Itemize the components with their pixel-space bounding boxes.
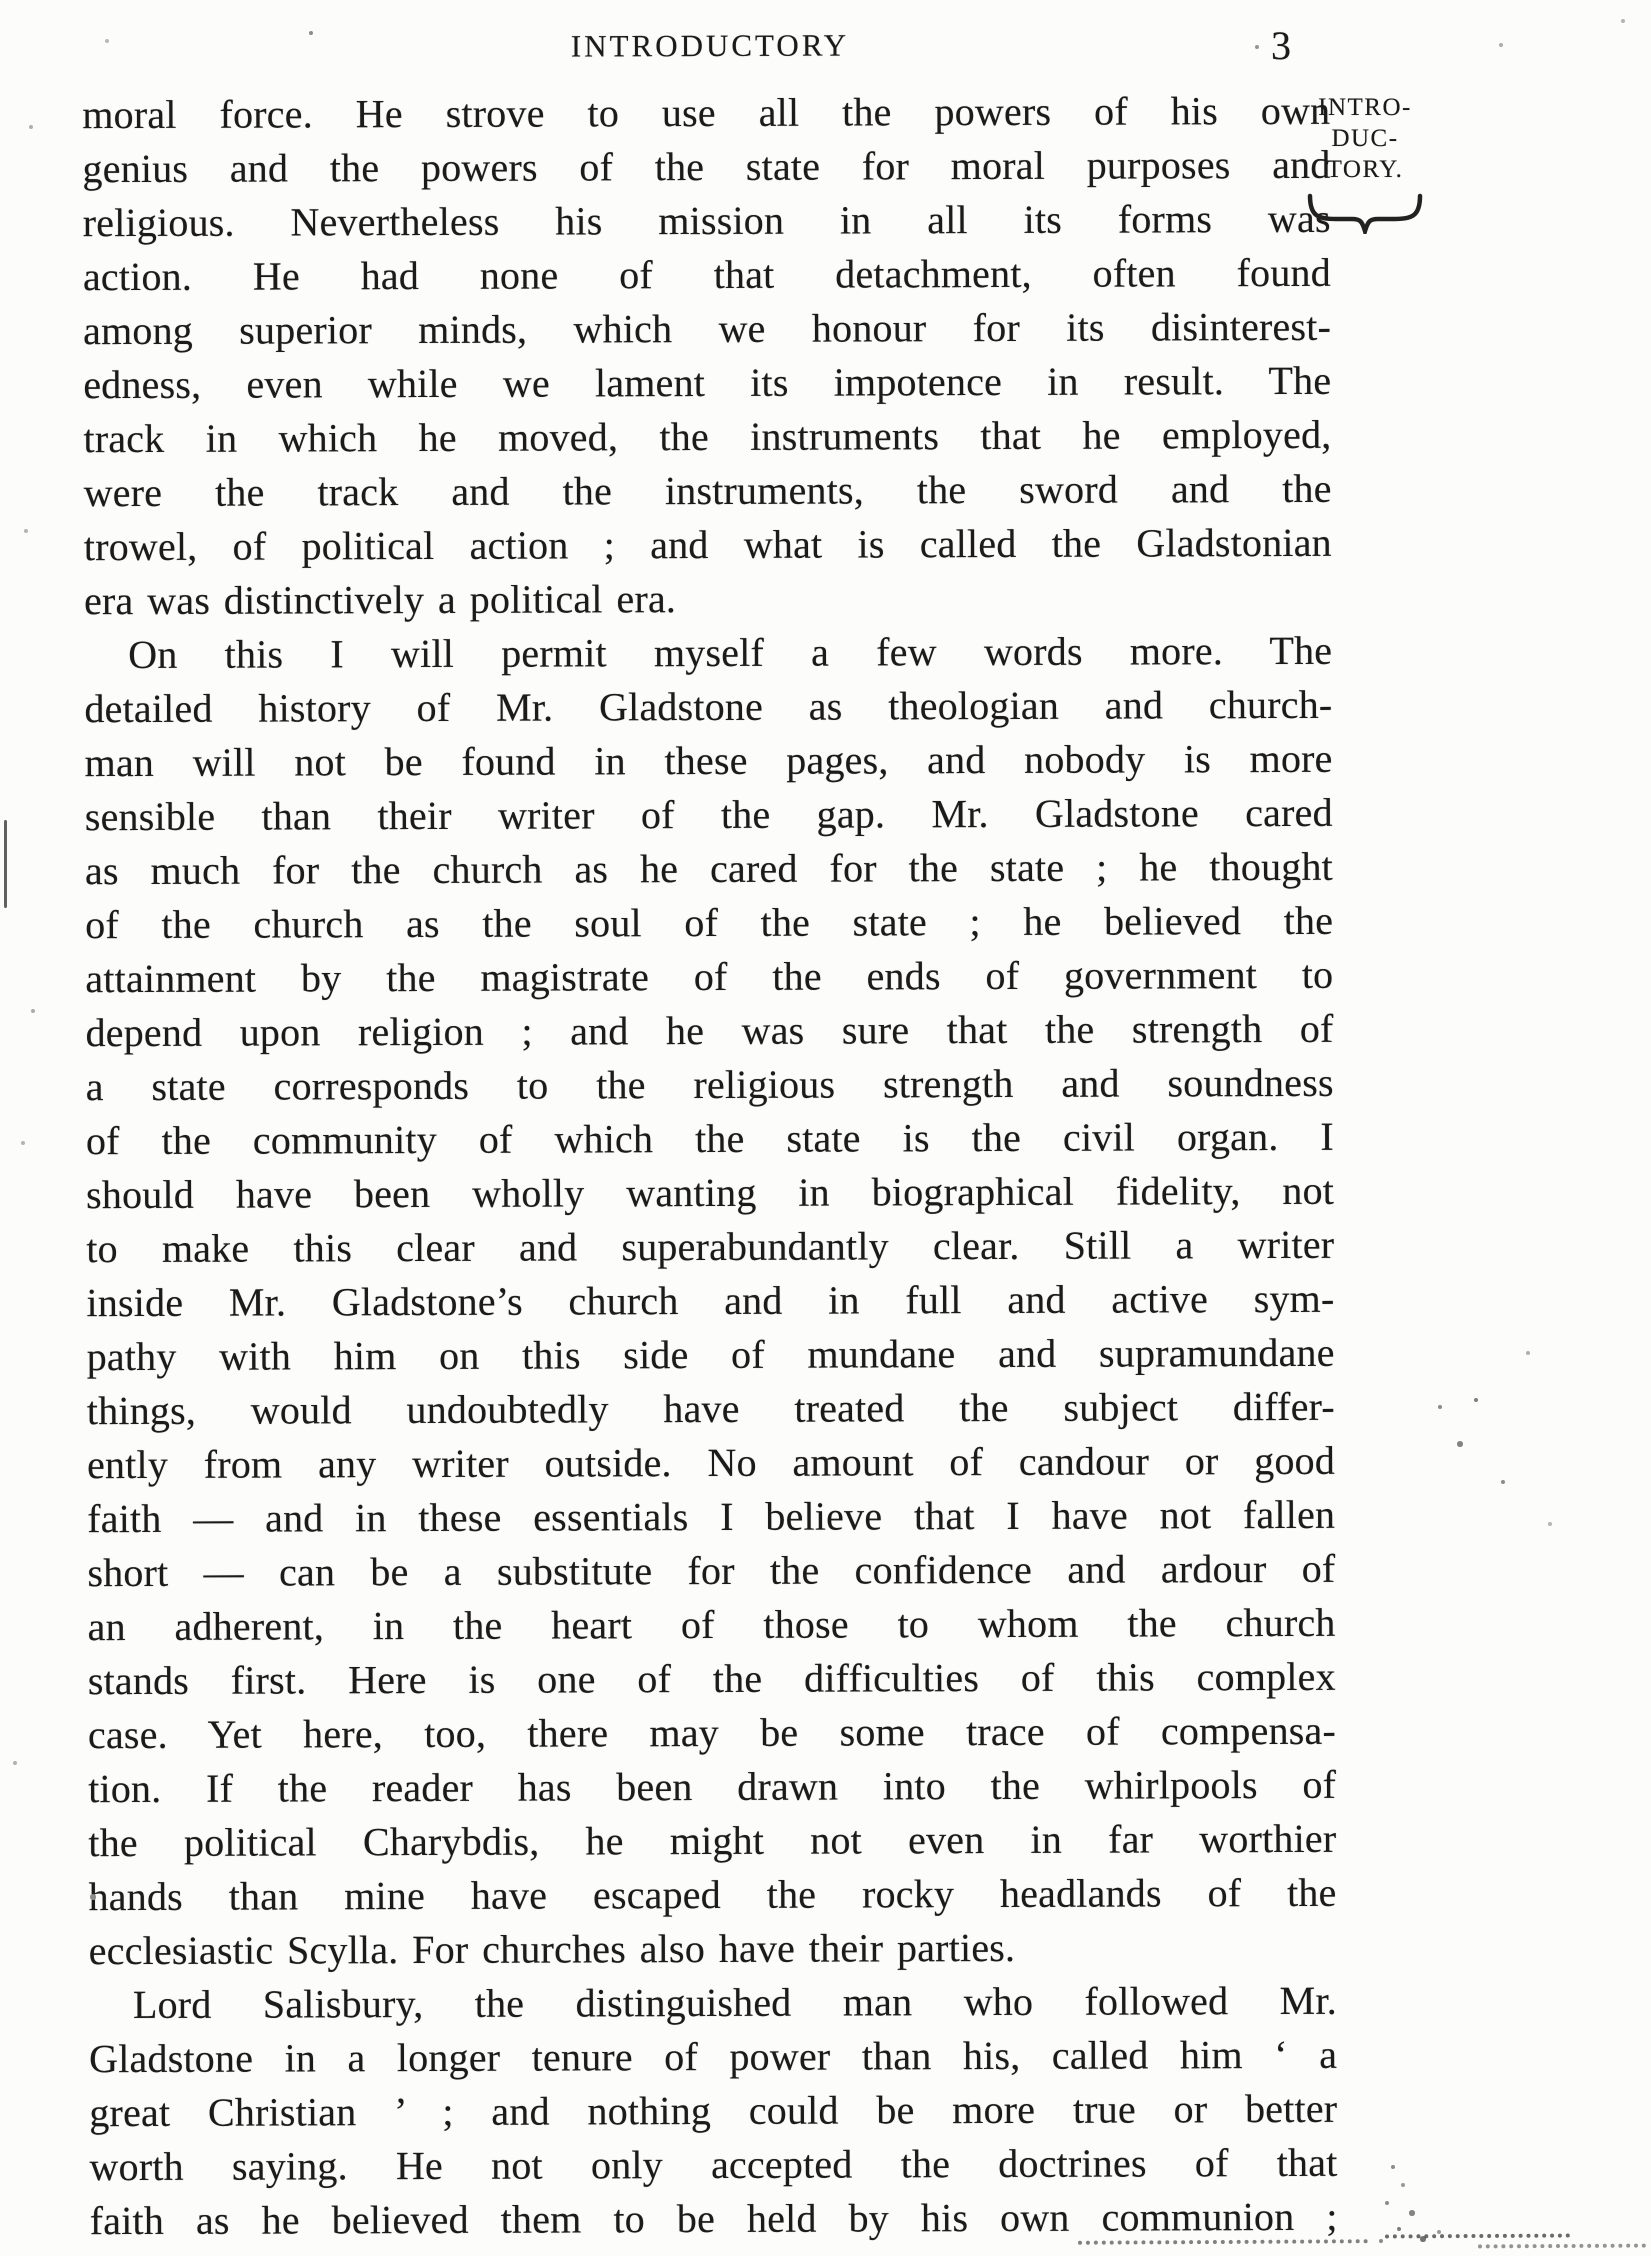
scan-edge-mark [4,820,7,908]
text-line: pathy with him on this side of mundane and supramundane [86,1329,1335,1380]
text-line: of the church as the soul of the state ; he believed the [85,897,1334,948]
text-line: among superior minds, which we honour for its disinterest- [83,303,1332,354]
text-line: Lord Salisbury, the distinguished man who followed Mr. [132,1977,1337,2028]
text-line: detailed history of Mr. Gladstone as theologian and church- [84,681,1333,732]
text-line: ently from any writer outside. No amount of candour or good [86,1437,1336,1488]
paragraph-2 [84,624,1337,1978]
text-line: inside Mr. Gladstone’s church and in full and active sym- [86,1275,1335,1326]
text-line: genius and the powers of the state for moral purposes and [82,141,1331,192]
text-line: worth saying. He not only accepted the doctrines of that [89,2139,1338,2190]
text-line: ecclesiastic Scylla. For churches also have their parties. [88,1924,1016,1974]
text-line: moral force. He strove to use all the powers of his own [82,87,1331,138]
scan-bleedthrough-dots [1478,2244,1646,2249]
margin-note-line: TORY. [1326,156,1404,183]
text-line: were the track and the instruments, the sword and the [83,465,1332,516]
text-line: religious. Nevertheless his mission in all its forms was [82,195,1331,246]
text-line: as much for the church as he cared for the state ; he thought [84,843,1334,894]
text-line: to make this clear and superabundantly clear. Still a writer [86,1221,1335,1272]
text-line: On this I will permit myself a few words more. The [128,627,1333,678]
paragraph-3 [89,1974,1338,2248]
text-line: stands first. Here is one of the difficulties of this complex [87,1653,1336,1704]
text-line: Gladstone in a longer tenure of power than his, called him ‘ a [89,2031,1338,2082]
text-line: sensible than their writer of the gap. Mr. Gladstone cared [84,789,1333,840]
text-line: attainment by the magistrate of the ends of government to [85,951,1334,1002]
text-line: edness, even while we lament its impotence in result. The [83,357,1332,408]
bottom-curly-brace-icon [1306,192,1424,234]
text-line: track in which he moved, the instruments that he employed, [83,411,1332,462]
scan-bleedthrough-dots [1078,2239,1368,2245]
scan-bleedthrough-dots [1385,2234,1570,2239]
text-line: of the community of which the state is the civil organ. I [85,1113,1334,1164]
text-line: short — can be a substitute for the confidence and ardour of [87,1545,1336,1596]
text-line: things, would undoubtedly have treated the subject differ- [86,1383,1335,1434]
text-column [82,84,1338,2248]
text-line: a state corresponds to the religious strength and soundness [85,1059,1334,1110]
page-number: 3 [1271,23,1291,68]
text-line: case. Yet here, too, there may be some trace of compensa- [87,1707,1337,1758]
scan-speckles [0,0,2,2]
text-line: era was distinctively a political era. [83,576,677,624]
margin-note-line: INTRO- [1318,94,1412,121]
text-line: tion. If the reader has been drawn into the whirlpools of [88,1761,1337,1812]
text-line: great Christian ’ ; and nothing could be more true or better [89,2085,1338,2136]
margin-note-line: DUC- [1331,125,1399,152]
running-header-title: INTRODUCTORY [570,27,850,64]
text-line: hands than mine have escaped the rocky headlands of the [88,1869,1337,1920]
text-line: depend upon religion ; and he was sure that the strength of [85,1005,1334,1056]
margin-note [1296,92,1434,234]
text-line: should have been wholly wanting in biographical fidelity, not [86,1167,1335,1218]
text-line: the political Charybdis, he might not even in far worthier [88,1815,1337,1866]
text-line: trowel, of political action ; and what is called the Gladstonian [83,519,1332,570]
text-line: action. He had none of that detachment, often found [82,249,1331,300]
text-line: faith as he believed them to be held by his own communion ; [89,2193,1338,2244]
text-line: faith — and in these essentials I believe that I have not fallen [87,1491,1336,1542]
text-line: an adherent, in the heart of those to whom the church [87,1599,1336,1650]
paragraph-1 [82,84,1332,628]
text-line: man will not be found in these pages, and nobody is more [84,735,1333,786]
